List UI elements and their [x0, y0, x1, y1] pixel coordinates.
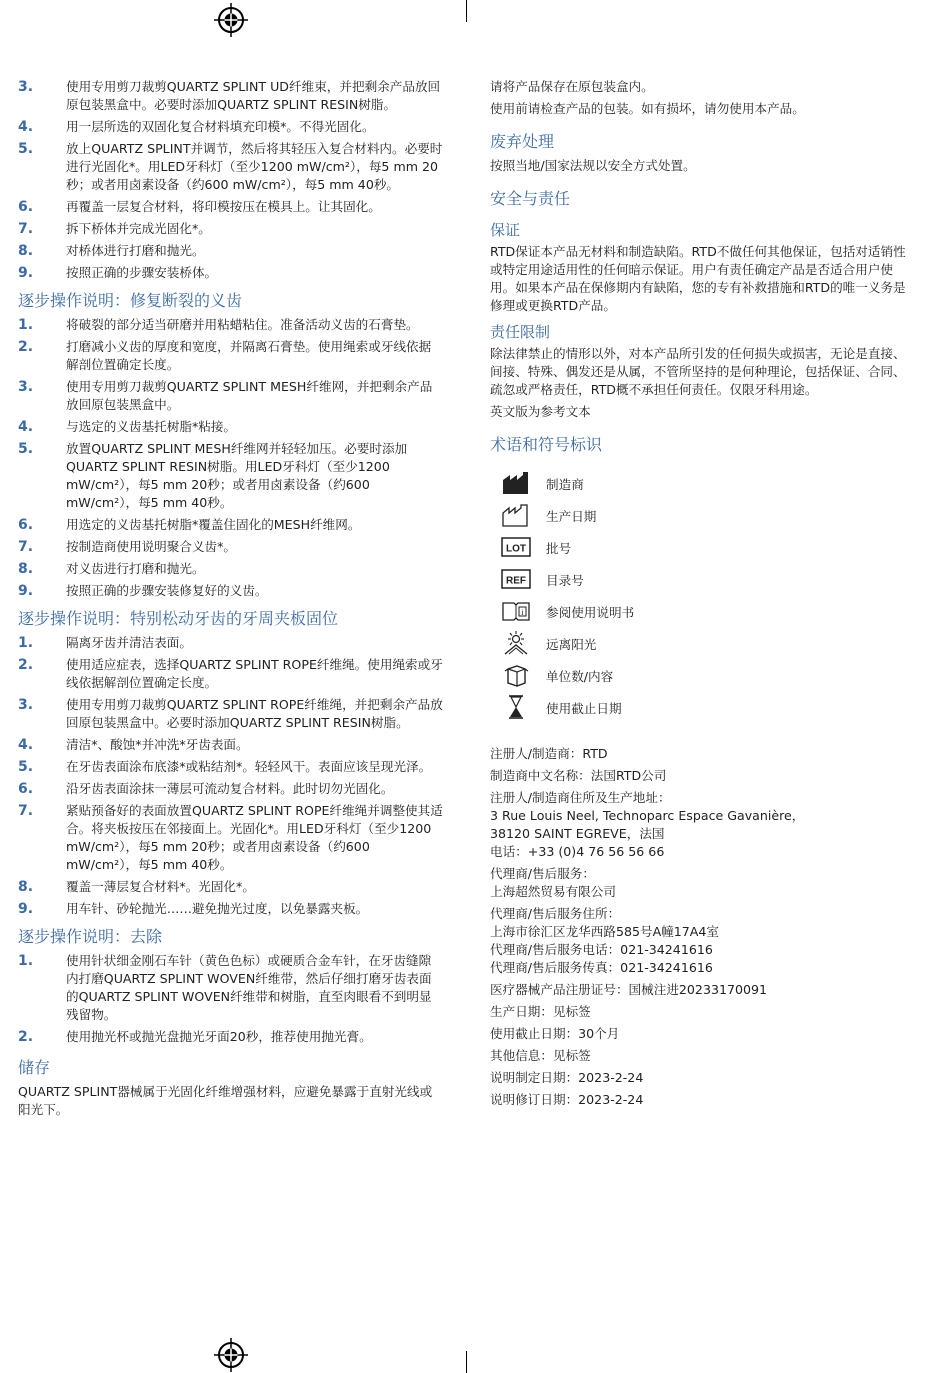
info-line: 3 Rue Louis Neel, Technoparc Espace Gavanière， [490, 808, 805, 823]
step-number: 4. [18, 419, 34, 435]
info-line: 生产日期：见标签 [490, 1004, 591, 1019]
step-item [18, 634, 443, 652]
step-text: 清洁*、酸蚀*并冲洗*牙齿表面。 [66, 737, 249, 752]
step-text: 使用专用剪刀裁剪QUARTZ SPLINT ROPE纤维绳，并把剩余产品放回原包装黑盒中。必要时添加QUARTZ SPLINT RESIN树脂。 [66, 697, 443, 730]
step-number: 8. [18, 561, 34, 577]
step-item [18, 952, 443, 1024]
symbol-row [500, 531, 918, 563]
step-number: 5. [18, 141, 34, 157]
step-number: 9. [18, 901, 34, 917]
step-number: 9. [18, 265, 34, 281]
svg-text:LOT: LOT [506, 543, 526, 555]
manufacturer-icon [500, 470, 532, 496]
step-text: 用车针、砂轮抛光……避免抛光过度，以免暴露夹板。 [66, 901, 369, 916]
step-number: 6. [18, 781, 34, 797]
symbol-label: 使用截止日期 [546, 700, 622, 716]
step-number: 5. [18, 759, 34, 775]
step-item [18, 736, 443, 754]
symbol-label: 单位数/内容 [546, 668, 614, 684]
step-item [18, 900, 443, 918]
storage-text-2: 使用前请检查产品的包装。如有损坏，请勿使用本产品。 [490, 101, 805, 116]
keep-away-from-sunlight-icon [500, 630, 532, 656]
step-text: 用一层所选的双固化复合材料填充印模*。不得光固化。 [66, 119, 375, 134]
step-text: 与选定的义齿基托树脂*粘接。 [66, 419, 237, 434]
step-number: 4. [18, 119, 34, 135]
heading-safety: 安全与责任 [490, 189, 571, 208]
step-text: 使用适应症表，选择QUARTZ SPLINT ROPE纤维绳。使用绳索或牙线依据解剖位置确定长度。 [66, 657, 443, 690]
step-item [18, 418, 443, 436]
symbol-row [500, 467, 918, 499]
heading-removal: 逐步操作说明：去除 [18, 927, 163, 946]
heading-storage: 储存 [18, 1058, 51, 1077]
liability-text: 除法律禁止的情形以外，对本产品所引发的任何损失或损害，无论是直接、间接、特殊、偶发还是从属，不管所坚持的是何种理论，包括保证、合同、疏忽或严格责任，RTD概不承担任何责任。仅限牙科用途。 [490, 346, 906, 397]
step-number: 8. [18, 879, 34, 895]
svg-text:i: i [521, 608, 524, 617]
info-line: 医疗器械产品注册证号：国械注进20233170091 [490, 982, 768, 997]
step-number: 7. [18, 539, 34, 555]
registration-mark-bottom [214, 1338, 248, 1372]
symbol-row [500, 627, 918, 659]
symbol-row [500, 659, 918, 691]
step-text: 再覆盖一层复合材料，将印模按压在模具上。让其固化。 [66, 199, 381, 214]
step-text: 打磨减小义齿的厚度和宽度，并隔离石膏垫。使用绳索或牙线依据解剖位置确定长度。 [66, 339, 432, 372]
step-number: 7. [18, 803, 34, 819]
step-item [18, 696, 443, 732]
step-item [18, 140, 443, 194]
step-item [18, 378, 443, 414]
symbol-label: 参阅使用说明书 [546, 604, 635, 620]
step-number: 1. [18, 635, 34, 651]
step-text: 紧贴预备好的表面放置QUARTZ SPLINT ROPE纤维绳并调整使其适合。将夹板按压在邻接面上。光固化*。用LED牙科灯（至少1200 mW/cm²），每5 mm 20秒；或者用卤素设备（约600 mW/cm²），每5 mm 40秒。 [66, 803, 443, 872]
date-of-manufacture-icon [500, 502, 532, 528]
step-number: 6. [18, 199, 34, 215]
left-column [18, 78, 443, 1123]
step-item [18, 802, 443, 874]
step-text: 使用针状细金刚石车针（黄色色标）或硬质合金车针，在牙齿缝隙内打磨QUARTZ SPLINT WOVEN纤维带，然后仔细打磨牙齿表面的QUARTZ SPLINT WOVEN纤维带和树脂，直至肉眼看不到明显残留物。 [66, 953, 432, 1022]
symbol-label: 目录号 [546, 572, 584, 588]
step-number: 2. [18, 339, 34, 355]
step-item [18, 878, 443, 896]
step-item [18, 758, 443, 776]
registration-info [490, 745, 918, 1109]
step-item [18, 78, 443, 114]
step-text: 按照正确的步骤安装桥体。 [66, 265, 218, 280]
crop-mark-bottom [466, 1351, 467, 1373]
info-line: 其他信息：见标签 [490, 1048, 591, 1063]
use-by-date-icon [500, 694, 532, 720]
step-text: 放置QUARTZ SPLINT MESH纤维网并轻轻加压。必要时添加QUARTZ SPLINT RESIN树脂。用LED牙科灯（至少1200 mW/cm²），每5 mm 20秒；或者用卤素设备（约600 mW/cm²），每5 mm 40秒。 [66, 441, 408, 510]
step-item [18, 560, 443, 578]
step-number: 2. [18, 657, 34, 673]
info-line: 上海超然贸易有限公司 [490, 884, 616, 899]
step-item [18, 656, 443, 692]
step-text: 放上QUARTZ SPLINT并调节，然后将其轻压入复合材料内。必要时进行光固化*。用LED牙科灯（至少1200 mW/cm²），每5 mm 20秒；或者用卤素设备（约600 mW/cm²），每5 mm 40秒。 [66, 141, 443, 192]
step-item [18, 516, 443, 534]
lot-icon [500, 534, 532, 560]
symbol-label: 远离阳光 [546, 636, 597, 652]
step-text: 按制造商使用说明聚合义齿*。 [66, 539, 237, 554]
step-text: 沿牙齿表面涂抹一薄层可流动复合材料。此时切勿光固化。 [66, 781, 394, 796]
step-item [18, 1028, 443, 1046]
symbol-row [500, 563, 918, 595]
step-item [18, 316, 443, 334]
step-number: 3. [18, 697, 34, 713]
step-number: 6. [18, 517, 34, 533]
step-text: 在牙齿表面涂布底漆*或粘结剂*。轻轻风干。表面应该呈现光泽。 [66, 759, 432, 774]
steps-list-repair [18, 316, 443, 600]
storage-text-1: 请将产品保存在原包装盒内。 [490, 79, 654, 94]
step-item [18, 264, 443, 282]
crop-mark-top [466, 0, 467, 22]
symbol-row [500, 499, 918, 531]
step-text: 对桥体进行打磨和抛光。 [66, 243, 205, 258]
symbol-label: 生产日期 [546, 508, 597, 524]
step-text: 使用专用剪刀裁剪QUARTZ SPLINT UD纤维束，并把剩余产品放回原包装黑盒中。必要时添加QUARTZ SPLINT RESIN树脂。 [66, 79, 441, 112]
info-line: 电话：+33 (0)4 76 56 56 66 [490, 844, 665, 859]
info-line: 代理商/售后服务电话：021-34241616 [490, 942, 713, 957]
step-text: 拆下桥体并完成光固化*。 [66, 221, 211, 236]
consult-instructions-icon [500, 598, 532, 624]
step-number: 1. [18, 953, 34, 969]
step-item [18, 582, 443, 600]
step-item [18, 118, 443, 136]
right-column [490, 78, 918, 1113]
step-item [18, 440, 443, 512]
step-text: 将破裂的部分适当研磨并用粘蜡粘住。准备活动义齿的石膏垫。 [66, 317, 419, 332]
step-text: 使用专用剪刀裁剪QUARTZ SPLINT MESH纤维网，并把剩余产品放回原包装黑盒中。 [66, 379, 433, 412]
step-text: 隔离牙齿并清洁表面。 [66, 635, 192, 650]
step-item [18, 338, 443, 374]
svg-text:REF: REF [506, 575, 526, 587]
info-line: 说明修订日期：2023-2-24 [490, 1092, 644, 1107]
info-line: 代理商/售后服务： [490, 866, 595, 881]
step-number: 3. [18, 379, 34, 395]
step-item [18, 242, 443, 260]
step-item [18, 538, 443, 556]
info-line: 注册人/制造商住所及生产地址： [490, 790, 671, 805]
symbol-row [500, 691, 918, 723]
units-contents-icon [500, 662, 532, 688]
warranty-text: RTD保证本产品无材料和制造缺陷。RTD不做任何其他保证，包括对适销性或特定用途适用性的任何暗示保证。用户有责任确定产品是否适合用户使用。如果本产品在保修期内有缺陷，您的专有补救措施和RTD的唯一义务是修理或更换RTD产品。 [490, 244, 906, 313]
heading-warranty: 保证 [490, 221, 521, 239]
heading-periodontal-splint: 逐步操作说明：特别松动牙齿的牙周夹板固位 [18, 609, 339, 628]
heading-repair-denture: 逐步操作说明：修复断裂的义齿 [18, 291, 243, 310]
step-number: 7. [18, 221, 34, 237]
step-text: 对义齿进行打磨和抛光。 [66, 561, 205, 576]
step-number: 2. [18, 1029, 34, 1045]
step-text: 用选定的义齿基托树脂*覆盖住固化的MESH纤维网。 [66, 517, 361, 532]
info-line: 代理商/售后服务住所： [490, 906, 621, 921]
info-line: 注册人/制造商：RTD [490, 746, 608, 761]
registration-mark-top [214, 3, 248, 37]
step-text: 使用抛光杯或抛光盘抛光牙面20秒，推荐使用抛光膏。 [66, 1029, 372, 1044]
heading-liability: 责任限制 [490, 323, 551, 341]
ref-icon [500, 566, 532, 592]
info-line: 代理商/售后服务传真：021-34241616 [490, 960, 713, 975]
step-number: 9. [18, 583, 34, 599]
step-text: 按照正确的步骤安装修复好的义齿。 [66, 583, 268, 598]
info-line: 38120 SAINT EGREVE，法国 [490, 826, 665, 841]
info-line: 使用截止日期：30个月 [490, 1026, 620, 1041]
disposal-text: 按照当地/国家法规以安全方式处置。 [490, 158, 696, 173]
step-number: 8. [18, 243, 34, 259]
english-reference-text: 英文版为参考文本 [490, 404, 591, 419]
step-item [18, 220, 443, 238]
steps-list-bridge [18, 78, 443, 282]
steps-list-removal [18, 952, 443, 1046]
step-text: 覆盖一薄层复合材料*。光固化*。 [66, 879, 255, 894]
step-item [18, 780, 443, 798]
symbols-list [500, 467, 918, 723]
step-number: 5. [18, 441, 34, 457]
step-number: 4. [18, 737, 34, 753]
symbol-row [500, 595, 918, 627]
storage-text: QUARTZ SPLINT器械属于光固化纤维增强材料，应避免暴露于直射光线或阳光下。 [18, 1084, 433, 1117]
symbol-label: 批号 [546, 540, 572, 556]
info-line: 上海市徐汇区龙华西路585号A幢17A4室 [490, 924, 720, 939]
info-line: 说明制定日期：2023-2-24 [490, 1070, 644, 1085]
step-number: 3. [18, 79, 34, 95]
heading-disposal: 废弃处理 [490, 132, 555, 151]
symbol-label: 制造商 [546, 476, 584, 492]
step-number: 1. [18, 317, 34, 333]
heading-symbols: 术语和符号标识 [490, 435, 603, 454]
steps-list-splint [18, 634, 443, 918]
info-line: 制造商中文名称：法国RTD公司 [490, 768, 667, 783]
step-item [18, 198, 443, 216]
